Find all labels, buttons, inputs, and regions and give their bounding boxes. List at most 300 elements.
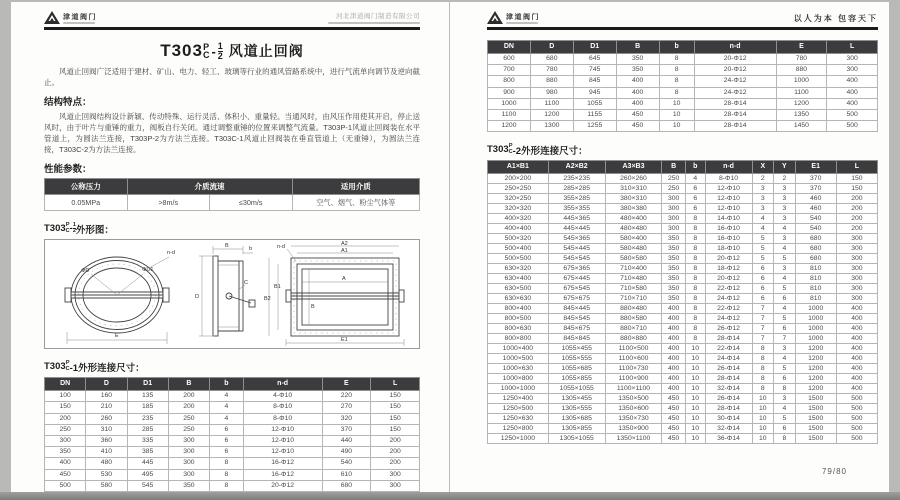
table-cell: 500 xyxy=(836,424,877,434)
table-cell: 1250×500 xyxy=(488,404,549,414)
table-cell: 1350 xyxy=(776,110,827,121)
table-cell: 300 xyxy=(836,264,877,274)
brand-english-line xyxy=(506,22,538,24)
table-row xyxy=(488,244,878,254)
table-cell: 880×710 xyxy=(605,324,662,334)
features-heading: 结构特点： xyxy=(44,97,92,108)
table-cell: 1305×455 xyxy=(548,394,605,404)
table-cell: 300 xyxy=(827,65,878,76)
table-cell: 32-Φ14 xyxy=(705,424,752,434)
table-cell: 545 xyxy=(127,480,168,491)
column-header: 公称压力 xyxy=(45,179,128,195)
table-cell: 3 xyxy=(774,214,796,224)
table-cell: 4 xyxy=(774,304,796,314)
table-cell: 1305×1055 xyxy=(548,434,605,444)
table-cell: 380×310 xyxy=(605,194,662,204)
table-cell: 5 xyxy=(774,314,796,324)
table-cell: 8 xyxy=(685,224,705,234)
table-cell: 8 xyxy=(685,274,705,284)
table-cell: 1155 xyxy=(573,110,616,121)
table-row xyxy=(488,294,878,304)
table-cell: 480×400 xyxy=(605,214,662,224)
table-cell: 440 xyxy=(322,436,371,447)
table-cell: 350 xyxy=(662,234,686,244)
table-cell: 450 xyxy=(662,414,686,424)
table-cell: 4 xyxy=(210,391,244,402)
table-cell: 1500 xyxy=(795,424,836,434)
brand-text xyxy=(506,14,540,24)
table-row xyxy=(45,447,420,458)
table-cell: 800×400 xyxy=(488,304,549,314)
table-cell: 12-Φ10 xyxy=(705,184,752,194)
table-row xyxy=(488,424,878,434)
table-cell: 6 xyxy=(752,264,774,274)
table-cell: 675×675 xyxy=(548,294,605,304)
table-cell: 400 xyxy=(827,98,878,109)
table-cell: 20-Φ12 xyxy=(243,480,322,491)
model-prefix: T303 xyxy=(487,144,509,156)
catalog-page-right xyxy=(450,2,889,492)
table-cell: 7 xyxy=(752,314,774,324)
table-cell: 2 xyxy=(752,174,774,184)
table-cell: >8m/s xyxy=(127,195,210,211)
table-cell: 400 xyxy=(836,344,877,354)
table-cell: 500 xyxy=(45,480,86,491)
table-row xyxy=(45,402,420,413)
dims1-table xyxy=(44,377,420,492)
table-row xyxy=(488,284,878,294)
table-cell: 8 xyxy=(659,65,694,76)
table-cell: 400 xyxy=(827,87,878,98)
table-cell: 8-Φ10 xyxy=(243,413,322,424)
table-cell: 10 xyxy=(685,374,705,384)
model-fraction xyxy=(218,42,223,60)
table-cell: 320 xyxy=(322,413,371,424)
table-cell: 500 xyxy=(827,121,878,132)
table-cell: 28-Φ14 xyxy=(694,98,776,109)
product-name: 风道止回阀 xyxy=(228,43,304,59)
table-cell: 745 xyxy=(573,65,616,76)
table-cell: 8 xyxy=(774,434,796,444)
table-row xyxy=(488,65,878,76)
table-cell: 6 xyxy=(774,324,796,334)
column-header: E1 xyxy=(795,161,836,174)
table-cell: 370 xyxy=(322,424,371,435)
table-cell: 1350×730 xyxy=(605,414,662,424)
table-row xyxy=(488,394,878,404)
table-cell: 200 xyxy=(371,458,420,469)
table-cell: 30-Φ14 xyxy=(705,414,752,424)
table-cell: 460 xyxy=(795,204,836,214)
table-cell: 8 xyxy=(685,324,705,334)
table-cell: 6 xyxy=(210,436,244,447)
column-header: B xyxy=(616,41,659,54)
table-cell: 5 xyxy=(752,234,774,244)
table-cell: ≤30m/s xyxy=(210,195,293,211)
slogan-text: 以人为本 包容天下 xyxy=(793,14,878,23)
table-cell: 185 xyxy=(127,402,168,413)
table-cell: 8 xyxy=(685,234,705,244)
column-header: b xyxy=(685,161,705,174)
table-row xyxy=(488,434,878,444)
table-cell: 700 xyxy=(488,65,531,76)
table-cell: 28-Φ14 xyxy=(705,404,752,414)
fraction-numerator: 1 xyxy=(217,41,223,51)
table-cell: 450 xyxy=(45,469,86,480)
table-cell: 8 xyxy=(659,54,694,65)
model-prefix: T303 xyxy=(160,41,203,60)
table-cell: 210 xyxy=(86,402,127,413)
table-cell: 6 xyxy=(210,447,244,458)
table-cell: 3 xyxy=(752,194,774,204)
table-row xyxy=(488,324,878,334)
table-cell: 1055 xyxy=(573,98,616,109)
heading-suffix: 外形图： xyxy=(75,224,114,236)
table-row xyxy=(488,204,878,214)
table-cell: 880×580 xyxy=(605,314,662,324)
table-cell: 400 xyxy=(662,384,686,394)
table-cell: 235 xyxy=(127,413,168,424)
table-cell: 8 xyxy=(659,76,694,87)
table-cell: 1000×630 xyxy=(488,364,549,374)
table-cell: 160 xyxy=(86,391,127,402)
page-title xyxy=(44,41,420,61)
dims1-header-row xyxy=(45,378,420,391)
table-cell: 310 xyxy=(86,424,127,435)
table-cell: 200 xyxy=(836,204,877,214)
table-row xyxy=(488,184,878,194)
column-header: n-d xyxy=(705,161,752,174)
table-cell: 24-Φ12 xyxy=(694,76,776,87)
table-cell: 150 xyxy=(371,391,420,402)
table-cell: 880 xyxy=(776,65,827,76)
table-cell: 680 xyxy=(795,254,836,264)
catalog-page-left xyxy=(11,2,449,492)
table-cell: 3 xyxy=(774,184,796,194)
column-header: A1×B1 xyxy=(488,161,549,174)
table-cell: 8-Φ10 xyxy=(243,402,322,413)
svg-text:C: C xyxy=(244,280,248,287)
table-cell: 16-Φ12 xyxy=(243,469,322,480)
column-header: L xyxy=(836,161,877,174)
table-cell: 300 xyxy=(836,294,877,304)
table-cell: 1200 xyxy=(795,364,836,374)
svg-text:n-d: n-d xyxy=(277,244,285,251)
heading-suffix: -2外形连接尺寸： xyxy=(512,145,588,157)
scan-bottom-edge xyxy=(0,492,900,500)
table-cell: 8 xyxy=(659,87,694,98)
table-cell: 20-Φ12 xyxy=(705,274,752,284)
svg-text:D: D xyxy=(195,294,199,301)
table-cell: 1200 xyxy=(776,98,827,109)
table-cell: 780 xyxy=(776,54,827,65)
table-cell: 1350×500 xyxy=(605,394,662,404)
table-cell: 400 xyxy=(662,364,686,374)
performance-value-row xyxy=(45,195,420,211)
table-cell: 10 xyxy=(685,424,705,434)
table-row xyxy=(488,98,878,109)
table-cell: 1000 xyxy=(795,314,836,324)
table-cell: 480 xyxy=(86,458,127,469)
table-cell: 250 xyxy=(662,174,686,184)
table-cell: 5 xyxy=(774,414,796,424)
table-row xyxy=(488,54,878,65)
table-cell: 450 xyxy=(662,404,686,414)
table-cell: 14-Φ10 xyxy=(705,214,752,224)
table-cell: 300 xyxy=(662,194,686,204)
table-cell: 500 xyxy=(836,434,877,444)
table-cell: 845×545 xyxy=(548,314,605,324)
table-cell: 500 xyxy=(836,394,877,404)
table-cell: 4 xyxy=(752,214,774,224)
table-cell: 300 xyxy=(836,284,877,294)
table-cell: 540 xyxy=(795,214,836,224)
table-cell: 680 xyxy=(795,244,836,254)
mountain-logo-icon xyxy=(487,11,503,24)
table-cell: 530 xyxy=(86,469,127,480)
table-cell: 1055×455 xyxy=(548,344,605,354)
table-cell: 26-Φ14 xyxy=(705,394,752,404)
table-cell: 350 xyxy=(662,274,686,284)
table-cell: 400 xyxy=(836,354,877,364)
table-cell: 3 xyxy=(774,264,796,274)
table-cell: 250 xyxy=(662,184,686,194)
table-cell: 250 xyxy=(168,413,209,424)
table-row xyxy=(488,334,878,344)
table-cell: 150 xyxy=(371,402,420,413)
table-cell: 3 xyxy=(774,204,796,214)
table-cell: 1000×500 xyxy=(488,354,549,364)
table-cell: 1350×1100 xyxy=(605,434,662,444)
table-cell: 8 xyxy=(210,469,244,480)
column-header: b xyxy=(659,41,694,54)
table-cell: 270 xyxy=(322,402,371,413)
brand-logo xyxy=(487,11,540,24)
table-cell: 400 xyxy=(662,374,686,384)
table-cell: 310×310 xyxy=(605,184,662,194)
svg-text:A1: A1 xyxy=(341,248,348,255)
table-cell: 8-Φ10 xyxy=(705,174,752,184)
table-row xyxy=(488,121,878,132)
table-cell: 400 xyxy=(827,76,878,87)
table-cell: 200 xyxy=(836,194,877,204)
table-cell: 300 xyxy=(45,436,86,447)
table-cell: 800×800 xyxy=(488,334,549,344)
table-cell: 8 xyxy=(210,480,244,491)
table-cell: 300 xyxy=(662,204,686,214)
table-cell: 6 xyxy=(210,424,244,435)
table-cell: 1100 xyxy=(488,110,531,121)
table-cell: 5 xyxy=(752,254,774,264)
column-header: 介质流速 xyxy=(127,179,292,195)
table-row xyxy=(45,391,420,402)
table-row xyxy=(45,424,420,435)
circular-flange-view xyxy=(65,250,175,344)
table-cell: 5 xyxy=(752,244,774,254)
table-cell: 8 xyxy=(752,344,774,354)
table-cell: 1500 xyxy=(795,434,836,444)
table-cell: 400×400 xyxy=(488,224,549,234)
column-header: A2×B2 xyxy=(548,161,605,174)
table-cell: 400 xyxy=(616,98,659,109)
table-row xyxy=(488,234,878,244)
table-cell: 250×250 xyxy=(488,184,549,194)
table-cell: 1500 xyxy=(795,394,836,404)
table-cell: 400 xyxy=(662,304,686,314)
table-cell: 10 xyxy=(752,414,774,424)
column-header: B xyxy=(662,161,686,174)
table-cell: 400 xyxy=(45,458,86,469)
table-cell: 8 xyxy=(752,384,774,394)
dims2-table xyxy=(487,160,878,444)
model-prefix: T303 xyxy=(44,223,66,235)
header-rule xyxy=(487,27,878,30)
table-cell: 980 xyxy=(530,87,573,98)
table-cell: 680 xyxy=(322,480,371,491)
table-cell: 300 xyxy=(168,458,209,469)
table-cell: 8 xyxy=(210,458,244,469)
table-cell: 135 xyxy=(127,391,168,402)
features-paragraph: 风道止回阀结构设计新颖、传动特殊、运行灵活、体积小、重量轻。当通风时，由风压作用使其开启，停止送风时，由于叶片与重锤的重力，阀板自行关闭。通过调整重锤的位置来调整气流量。T303P-1风道止回阀装在水平管道上，为圆法兰连接，T303P-2为方法兰连接。T303C-1风道止回阀装在垂直管道上（无重锤），为圆法兰连接，T303C-2为方法兰连接。 xyxy=(44,112,420,154)
table-cell: 8 xyxy=(685,334,705,344)
table-cell: 28-Φ14 xyxy=(694,121,776,132)
table-cell: 320×320 xyxy=(488,204,549,214)
brand-name: 津道阀门 xyxy=(63,14,97,21)
table-cell: 400 xyxy=(616,76,659,87)
table-cell: 6 xyxy=(774,424,796,434)
table-cell: 400×320 xyxy=(488,214,549,224)
table-cell: 300 xyxy=(371,480,420,491)
table-cell: 6 xyxy=(752,274,774,284)
svg-text:b: b xyxy=(249,246,253,253)
table-cell: 20-Φ12 xyxy=(694,54,776,65)
table-cell: 200 xyxy=(371,436,420,447)
table-cell: 5 xyxy=(774,364,796,374)
table-cell: 540 xyxy=(322,458,371,469)
table-cell: 6 xyxy=(752,294,774,304)
table-cell: 1000 xyxy=(488,98,531,109)
table-cell: 24-Φ12 xyxy=(705,314,752,324)
table-cell: 1500 xyxy=(795,414,836,424)
table-cell: 空气、烟气、粉尘气体等 xyxy=(292,195,420,211)
table-cell: 610 xyxy=(322,469,371,480)
table-cell: 355×355 xyxy=(548,204,605,214)
table-row xyxy=(488,414,878,424)
heading-suffix: -1外形连接尺寸： xyxy=(69,362,145,374)
table-cell: 400 xyxy=(662,354,686,364)
svg-text:B: B xyxy=(225,243,229,250)
table-cell: 675×445 xyxy=(548,274,605,284)
column-header: B xyxy=(168,378,209,391)
table-cell: 1055×1055 xyxy=(548,384,605,394)
model-prefix: T303 xyxy=(44,361,66,373)
svg-text:n-d: n-d xyxy=(167,250,175,257)
column-header: L xyxy=(827,41,878,54)
table-cell: 150 xyxy=(836,184,877,194)
table-cell: 845 xyxy=(573,76,616,87)
table-cell: 545×365 xyxy=(548,234,605,244)
svg-text:E1: E1 xyxy=(341,337,348,344)
table-cell: 20-Φ12 xyxy=(705,254,752,264)
table-row xyxy=(488,304,878,314)
table-cell: 300 xyxy=(662,224,686,234)
table-cell: 10 xyxy=(685,354,705,364)
table-cell: 1000×800 xyxy=(488,374,549,384)
table-cell: 800 xyxy=(488,76,531,87)
table-cell: 200 xyxy=(168,391,209,402)
table-cell: 500 xyxy=(827,110,878,121)
table-cell: 880×480 xyxy=(605,304,662,314)
table-cell: 400 xyxy=(836,364,877,374)
table-cell: 400 xyxy=(836,334,877,344)
svg-text:B1: B1 xyxy=(274,284,281,291)
table-cell: 1305×555 xyxy=(548,404,605,414)
table-cell: 675×365 xyxy=(548,264,605,274)
table-cell: 4 xyxy=(752,224,774,234)
table-cell: 580×580 xyxy=(605,254,662,264)
table-cell: 300 xyxy=(836,244,877,254)
dims2-header-row xyxy=(488,161,878,174)
table-cell: 250 xyxy=(45,424,86,435)
table-cell: 1055×855 xyxy=(548,374,605,384)
table-cell: 1450 xyxy=(776,121,827,132)
table-cell: 7 xyxy=(752,324,774,334)
table-cell: 645 xyxy=(573,54,616,65)
table-cell: 350 xyxy=(45,447,86,458)
table-cell: 710×580 xyxy=(605,284,662,294)
table-cell: 6 xyxy=(685,184,705,194)
svg-text:ΦD: ΦD xyxy=(81,268,90,275)
table-cell: 18-Φ12 xyxy=(705,264,752,274)
table-cell: 680 xyxy=(530,54,573,65)
table-row xyxy=(488,87,878,98)
table-cell: 410 xyxy=(86,447,127,458)
table-cell: 285 xyxy=(127,424,168,435)
svg-text:E: E xyxy=(115,333,119,340)
table-cell: 320×250 xyxy=(488,194,549,204)
svg-text:A2: A2 xyxy=(341,241,348,248)
table-cell: 18-Φ10 xyxy=(705,244,752,254)
table-cell: 16-Φ10 xyxy=(705,224,752,234)
table-cell: 845×445 xyxy=(548,304,605,314)
table-row xyxy=(45,480,420,491)
table-cell: 900 xyxy=(488,87,531,98)
table-cell: 200 xyxy=(371,447,420,458)
table-row xyxy=(488,264,878,274)
table-cell: 1350×600 xyxy=(605,404,662,414)
table-row xyxy=(45,458,420,469)
table-cell: 10 xyxy=(685,364,705,374)
table-cell: 350 xyxy=(662,264,686,274)
table-row xyxy=(488,224,878,234)
table-row xyxy=(488,274,878,284)
brand-logo xyxy=(44,11,97,24)
table-cell: 400 xyxy=(836,324,877,334)
table-cell: 675×545 xyxy=(548,284,605,294)
dims2-heading xyxy=(487,139,878,157)
table-cell: 36-Φ14 xyxy=(705,434,752,444)
table-cell: 1100×1100 xyxy=(605,384,662,394)
table-cell: 12-Φ10 xyxy=(243,436,322,447)
table-cell: 1250×1000 xyxy=(488,434,549,444)
table-cell: 580 xyxy=(86,480,127,491)
table-cell: 300 xyxy=(168,447,209,458)
model-sup: P xyxy=(65,360,70,367)
rectangular-flange-view xyxy=(264,241,404,346)
company-name: 河北津道阀门制造有限公司 xyxy=(336,13,420,20)
table-cell: 200×200 xyxy=(488,174,549,184)
table-cell: 10 xyxy=(752,424,774,434)
